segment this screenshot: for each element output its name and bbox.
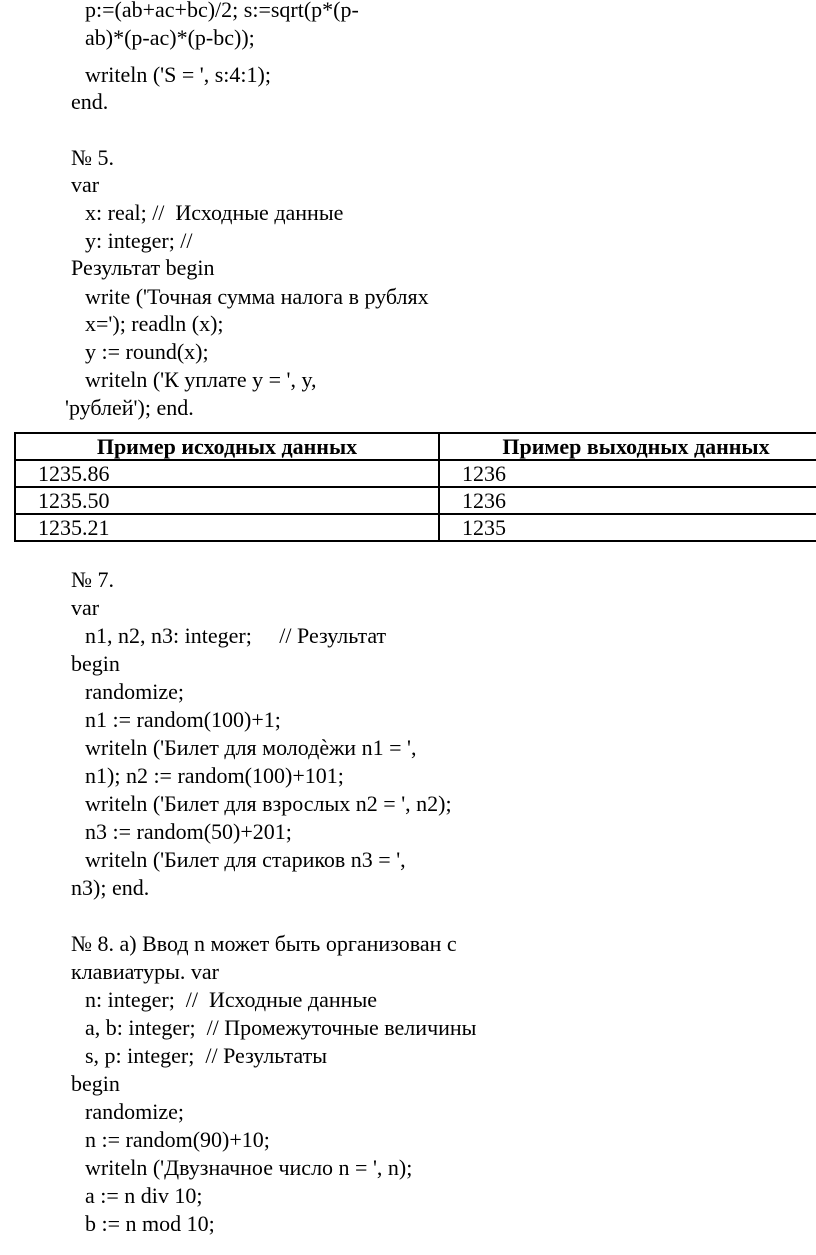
table-header-row (15, 433, 816, 460)
example-table (14, 432, 816, 542)
code-line: n3 := random(50)+201; (85, 819, 292, 844)
code-line: № 7. (71, 567, 114, 592)
code-line: 'рублей'); end. (65, 395, 194, 420)
input-cell: 1235.86 (15, 460, 439, 487)
code-line: writeln ('К уплате y = ', y, (85, 367, 317, 392)
code-line: № 8. а) Ввод n может быть организован с (71, 931, 457, 956)
output-cell: 1236 (439, 460, 816, 487)
header-output-example: Пример выходных данных (439, 433, 816, 460)
code-line: writeln ('Билет для молодѐжи n1 = ', (85, 735, 417, 760)
code-line: p:=(ab+ac+bc)/2; s:=sqrt(p*(p- (85, 0, 359, 22)
code-line: writeln ('Билет для взрослых n2 = ', n2); (85, 791, 452, 816)
table-row (15, 460, 816, 487)
code-line: y := round(x); (85, 339, 209, 364)
table-row (15, 487, 816, 514)
code-line: a := n div 10; (85, 1183, 203, 1208)
code-line: begin (71, 1071, 120, 1096)
code-line: write ('Точная сумма налога в рублях (85, 284, 429, 309)
output-cell: 1236 (439, 487, 816, 514)
output-cell: 1235 (439, 514, 816, 541)
code-line: клавиатуры. var (71, 959, 219, 984)
code-line: x: real; // Исходные данные (85, 200, 344, 225)
code-line: n1, n2, n3: integer; // Результат (85, 623, 387, 648)
code-line: writeln ('Билет для стариков n3 = ', (85, 847, 406, 872)
table-row (15, 514, 816, 541)
code-line: randomize; (85, 679, 184, 704)
header-input-example: Пример исходных данных (15, 433, 439, 460)
code-line: ab)*(p-ac)*(p-bc)); (85, 25, 255, 50)
code-line: var (71, 595, 100, 620)
code-line: n1); n2 := random(100)+101; (85, 763, 344, 788)
code-line: x='); readln (x); (85, 311, 224, 336)
code-line: var (71, 172, 100, 197)
code-line: writeln ('S = ', s:4:1); (85, 62, 271, 87)
code-line: a, b: integer; // Промежуточные величины (85, 1015, 477, 1040)
code-line: Результат begin (71, 255, 215, 280)
code-line: s, p: integer; // Результаты (85, 1043, 327, 1068)
code-line: end. (71, 89, 109, 114)
code-line: begin (71, 651, 120, 676)
code-line: n1 := random(100)+1; (85, 707, 281, 732)
code-line: № 5. (71, 145, 114, 170)
code-line: y: integer; // (85, 228, 193, 253)
input-cell: 1235.21 (15, 514, 439, 541)
code-line: n3); end. (71, 875, 150, 900)
code-line: writeln ('Двузначное число n = ', n); (85, 1155, 413, 1180)
code-line: randomize; (85, 1099, 184, 1124)
code-line: n := random(90)+10; (85, 1127, 270, 1152)
input-cell: 1235.50 (15, 487, 439, 514)
code-line: n: integer; // Исходные данные (85, 987, 377, 1012)
code-line: b := n mod 10; (85, 1211, 215, 1236)
